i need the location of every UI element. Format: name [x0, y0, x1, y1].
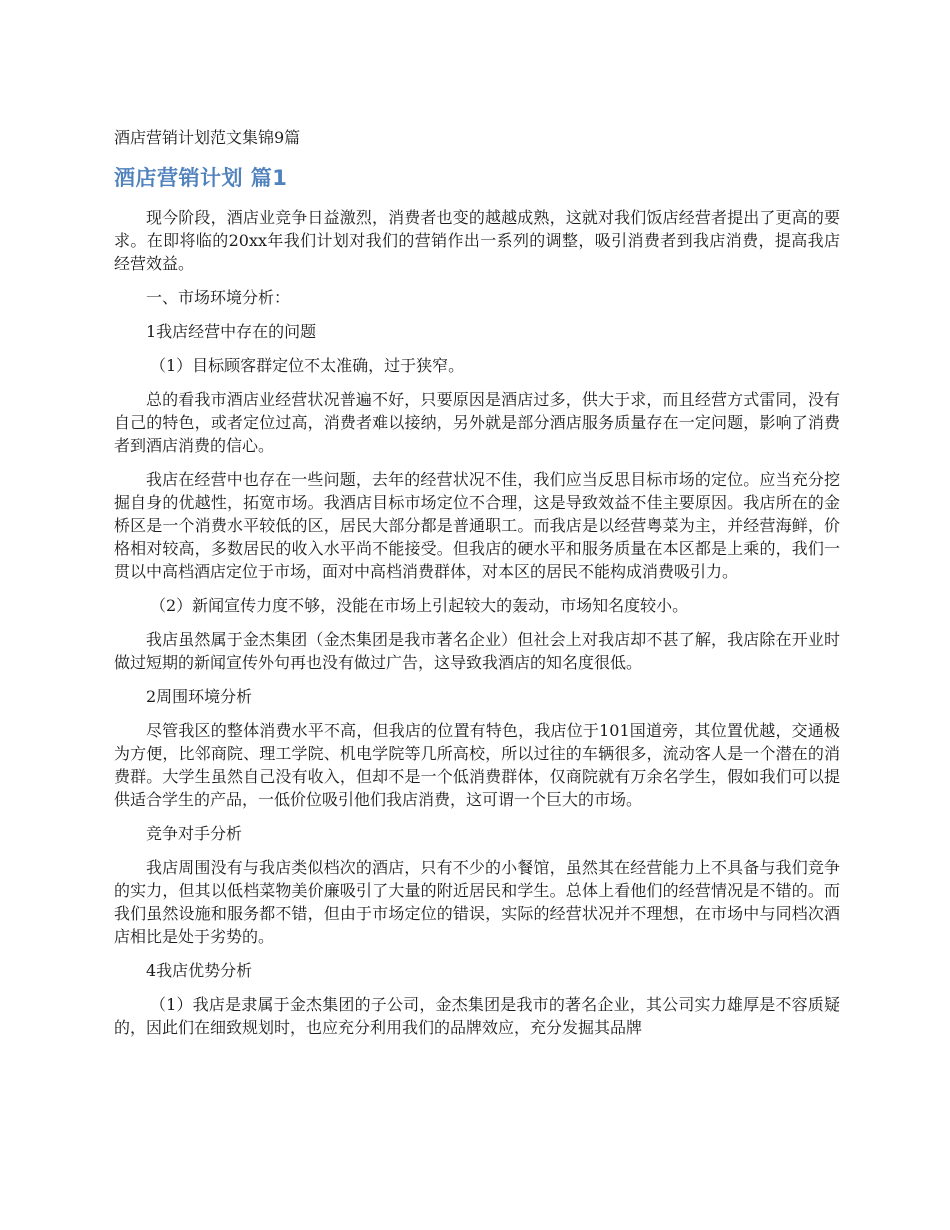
paragraph-our-issues: 我店在经营中也存在一些问题，去年的经营状况不佳，我们应当反思目标市场的定位。应当充分挖掘自身的优越性，拓宽市场。我酒店目标市场定位不合理，这是导致效益不佳主要原因。我店所在的金桥区是一个消费水平较低的区，居民大部分都是普通职工。而我店是以经营粤菜为主，并经营海鲜，价格相对较高，多数居民的收入水平尚不能接受。但我店的硬水平和服务质量在本区都是上乘的，我们一贯以中高档酒店定位于市场，面对中高档消费群体，对本区的居民不能构成消费吸引力。 — [114, 470, 840, 581]
paragraph-problem-1: （1）目标顾客群定位不太准确，过于狭窄。 — [150, 356, 465, 375]
paragraph-advantage-1: （1）我店是隶属于金杰集团的子公司，金杰集团是我市的著名企业，其公司实力雄厚是不容质疑的，因此们在细致规划时，也应充分利用我们的品牌效应，充分发掘其品牌 — [114, 995, 840, 1037]
paragraph-intro: 现今阶段，酒店业竞争日益激烈，消费者也变的越越成熟，这就对我们饭店经营者提出了更高的要求。在即将临的20xx年我们计划对我们的营销作出一系列的调整，吸引消费者到我店消费，提高我店经营效益。 — [114, 208, 840, 273]
paragraph-problem-2: （2）新闻宣传力度不够，没能在市场上引起较大的轰动，市场知名度较小。 — [150, 596, 689, 615]
document-title: 酒店营销计划范文集锦9篇 — [114, 128, 301, 147]
paragraph-market-analysis-heading: 一、市场环境分析： — [146, 288, 291, 307]
section-heading: 酒店营销计划 篇1 — [114, 166, 288, 190]
paragraph-competitor-heading: 竞争对手分析 — [146, 824, 243, 843]
paragraph-industry-status: 总的看我市酒店业经营状况普遍不好，只要原因是酒店过多，供大于求，而且经营方式雷同，没有自己的特色，或者定位过高，消费者难以接纳，另外就是部分酒店服务质量存在一定问题，影响了消费者到酒店消费的信心。 — [114, 390, 840, 455]
paragraph-environment: 尽管我区的整体消费水平不高，但我店的位置有特色，我店位于101国道旁，其位置优越，交通极为方便，比邻商院、理工学院、机电学院等几所高校，所以过往的车辆很多，流动客人是一个潜在的消费群。大学生虽然自己没有收入，但却不是一个低消费群体，仅商院就有万余名学生，假如我们可以提供适合学生的产品，一低价位吸引他们我店消费，这可谓一个巨大的市场。 — [114, 721, 840, 809]
paragraph-problems-heading: 1我店经营中存在的问题 — [146, 322, 317, 341]
paragraph-advantage-heading: 4我店优势分析 — [146, 961, 253, 980]
document-body — [114, 126, 840, 1050]
paragraph-environment-heading: 2周围环境分析 — [146, 687, 253, 706]
paragraph-publicity: 我店虽然属于金杰集团（金杰集团是我市著名企业）但社会上对我店却不甚了解，我店除在开业时做过短期的新闻宣传外句再也没有做过广告，这导致我酒店的知名度很低。 — [114, 630, 840, 672]
paragraph-competitor: 我店周围没有与我店类似档次的酒店，只有不少的小餐馆，虽然其在经营能力上不具备与我们竞争的实力，但其以低档菜物美价廉吸引了大量的附近居民和学生。总体上看他们的经营情况是不错的。而我们虽然设施和服务都不错，但由于市场定位的错误，实际的经营状况并不理想，在市场中与同档次酒店相比是处于劣势的。 — [114, 858, 840, 946]
